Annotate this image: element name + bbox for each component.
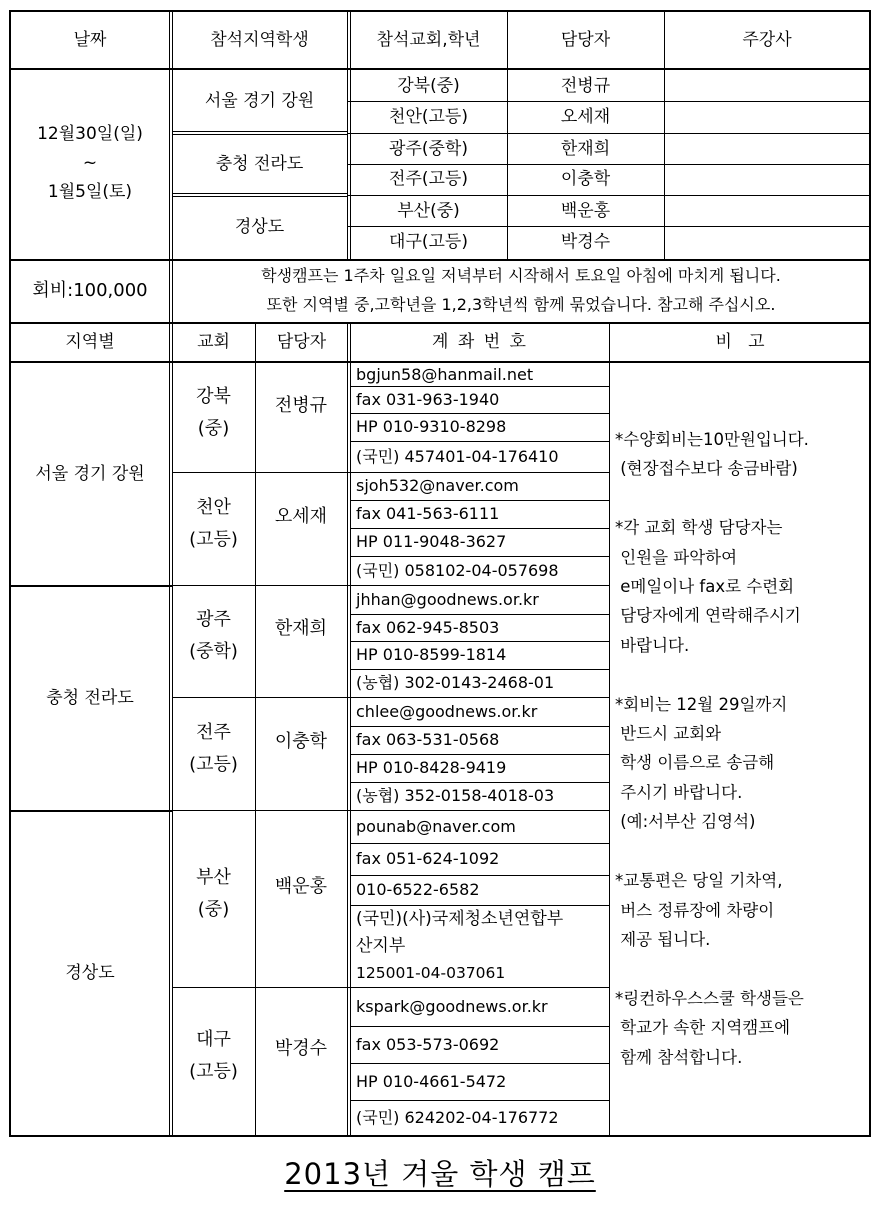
top-row-church: 강북(중) bbox=[397, 75, 460, 96]
grid-line bbox=[347, 322, 348, 1137]
grid-line bbox=[609, 322, 610, 1137]
note-line: *링컨하우스스쿨 학생들은 bbox=[615, 988, 804, 1008]
church-grade: (고등) bbox=[189, 753, 238, 775]
note-line bbox=[615, 484, 875, 513]
top-row-manager: 백운홍 bbox=[560, 200, 611, 221]
top-row-manager: 이충학 bbox=[560, 168, 611, 189]
note-line: (예:서부산 김영석) bbox=[615, 812, 756, 832]
note-line: 주시기 바랍니다. bbox=[615, 782, 743, 802]
header-church-grade: 참석교회,학년 bbox=[376, 29, 481, 50]
account-line: HP 010-8428-9419 bbox=[356, 758, 507, 777]
note-line: 인원을 파악하여 bbox=[615, 547, 738, 567]
church-name: 부산 bbox=[196, 866, 231, 888]
manager-name: 한재희 bbox=[274, 618, 328, 640]
account-line: HP 010-4661-5472 bbox=[356, 1071, 507, 1091]
account-line: 125001-04-037061 bbox=[356, 963, 506, 982]
manager-name: 박경수 bbox=[274, 1038, 328, 1060]
note-line: *회비는 12월 29일까지 bbox=[615, 694, 788, 714]
church-grade: (중) bbox=[197, 417, 230, 439]
account-line: fax 063-531-0568 bbox=[356, 730, 500, 749]
church-name: 광주 bbox=[196, 609, 231, 631]
note-line: (현장접수보다 송금바람) bbox=[615, 459, 798, 479]
note-line: *교통편은 당일 기차역, bbox=[615, 871, 783, 891]
note-line bbox=[615, 837, 875, 866]
date-separator: ~ bbox=[82, 152, 98, 173]
footer bbox=[0, 1150, 880, 1194]
top-row-church: 천안(고등) bbox=[389, 106, 468, 127]
header-account-number: 계 좌 번 호 bbox=[432, 331, 528, 352]
church-name: 대구 bbox=[196, 1029, 231, 1051]
info-line-2: 또한 지역별 중,고학년을 1,2,3학년씩 함께 묶었습니다. 참고해 주십시오. bbox=[266, 295, 776, 315]
remarks-notes bbox=[615, 425, 875, 1072]
manager-name: 백운홍 bbox=[274, 875, 328, 897]
region-gyeongsang: 경상도 bbox=[65, 963, 115, 984]
email-address: pounab@naver.com bbox=[356, 816, 516, 836]
note-line bbox=[615, 954, 875, 983]
top-row-manager: 오세재 bbox=[560, 106, 611, 127]
grid-line bbox=[9, 1135, 871, 1137]
manager-name: 전병규 bbox=[274, 394, 328, 416]
date-start: 12월30일(일) bbox=[37, 123, 143, 144]
account-line: HP 010-9310-8298 bbox=[356, 417, 507, 436]
account-line: (국민)(사)국제청소년연합부 bbox=[356, 909, 564, 929]
header-manager: 담당자 bbox=[560, 29, 611, 50]
account-line: fax 062-945-8503 bbox=[356, 617, 500, 637]
header-region: 지역별 bbox=[65, 331, 115, 352]
note-line: 반드시 교회와 bbox=[615, 724, 722, 744]
note-line: *수양회비는10만원입니다. bbox=[615, 430, 809, 449]
note-line: 학교가 속한 지역캠프에 bbox=[615, 1018, 791, 1038]
account-line: fax 053-573-0692 bbox=[356, 1034, 500, 1054]
manager-name: 이충학 bbox=[274, 730, 328, 752]
church-grade: (중학) bbox=[189, 641, 238, 663]
header-remarks: 비 고 bbox=[715, 331, 765, 352]
account-line: (국민) 624202-04-176772 bbox=[356, 1107, 559, 1127]
account-line: fax 031-963-1940 bbox=[356, 389, 500, 409]
note-line bbox=[615, 660, 875, 689]
church-grade: (중) bbox=[197, 898, 230, 920]
email-address: kspark@goodnews.or.kr bbox=[356, 996, 548, 1016]
church-name: 천안 bbox=[196, 496, 231, 518]
note-line: e메일이나 fax로 수련회 bbox=[615, 577, 795, 597]
region-chungcheong: 충청 전라도 bbox=[46, 688, 134, 709]
header-manager-2: 담당자 bbox=[276, 331, 327, 352]
account-line: 010-6522-6582 bbox=[356, 880, 480, 899]
top-row-church: 광주(중학) bbox=[389, 138, 468, 159]
account-line: fax 041-563-6111 bbox=[356, 504, 500, 523]
account-line: (농협) 302-0143-2468-01 bbox=[356, 673, 555, 692]
account-line: 산지부 bbox=[356, 936, 406, 956]
email-address: chlee@goodnews.or.kr bbox=[356, 701, 538, 721]
header-attending-region: 참석지역학생 bbox=[210, 29, 309, 50]
header-main-lecturer: 주강사 bbox=[742, 29, 792, 50]
date-end: 1월5일(토) bbox=[47, 181, 133, 202]
top-row-manager: 한재희 bbox=[560, 138, 611, 159]
note-line: 바랍니다. bbox=[615, 635, 690, 655]
top-region-gyeongsang: 경상도 bbox=[234, 216, 285, 237]
note-line: 함께 참석합니다. bbox=[615, 1047, 743, 1067]
note-line: 담당자에게 연락해주시기 bbox=[615, 606, 801, 626]
top-region-seoul: 서울 경기 강원 bbox=[204, 90, 315, 111]
note-line: *각 교회 학생 담당자는 bbox=[615, 518, 783, 538]
note-line: 제공 됩니다. bbox=[615, 929, 711, 949]
top-row-manager: 박경수 bbox=[560, 231, 611, 252]
email-address: jhhan@goodnews.or.kr bbox=[356, 589, 539, 609]
header-date: 날짜 bbox=[73, 29, 107, 50]
email-address: bgjun58@hanmail.net bbox=[356, 364, 534, 384]
account-line: fax 051-624-1092 bbox=[356, 849, 500, 868]
note-line: 학생 이름으로 송금해 bbox=[615, 753, 775, 773]
region-seoul: 서울 경기 강원 bbox=[35, 463, 145, 484]
church-grade: (고등) bbox=[189, 528, 238, 550]
note-line: 버스 정류장에 차량이 bbox=[615, 900, 775, 920]
top-row-church: 전주(고등) bbox=[389, 168, 468, 189]
top-row-church: 부산(중) bbox=[397, 200, 460, 221]
account-line: HP 010-8599-1814 bbox=[356, 645, 507, 664]
top-row-church: 대구(고등) bbox=[389, 231, 468, 252]
fee-label: 회비:100,000 bbox=[32, 280, 148, 302]
email-address: sjoh532@naver.com bbox=[356, 476, 519, 495]
top-region-chungcheong: 충청 전라도 bbox=[215, 153, 304, 174]
grid-line bbox=[347, 10, 348, 259]
info-line-1: 학생캠프는 1주차 일요일 저녁부터 시작해서 토요일 아침에 마치게 됩니다. bbox=[261, 266, 781, 286]
account-line: HP 011-9048-3627 bbox=[356, 532, 507, 551]
church-name: 전주 bbox=[196, 721, 231, 743]
page-title: 2013년 겨울 학생 캠프 bbox=[284, 1156, 596, 1191]
account-line: (농협) 352-0158-4018-03 bbox=[356, 786, 555, 805]
church-grade: (고등) bbox=[189, 1061, 238, 1083]
header-church: 교회 bbox=[197, 331, 230, 352]
manager-name: 오세재 bbox=[274, 505, 328, 527]
account-line: (국민) 058102-04-057698 bbox=[356, 560, 559, 580]
account-line: (국민) 457401-04-176410 bbox=[356, 446, 559, 466]
top-row-manager: 전병규 bbox=[560, 75, 611, 96]
church-name: 강북 bbox=[196, 385, 231, 407]
